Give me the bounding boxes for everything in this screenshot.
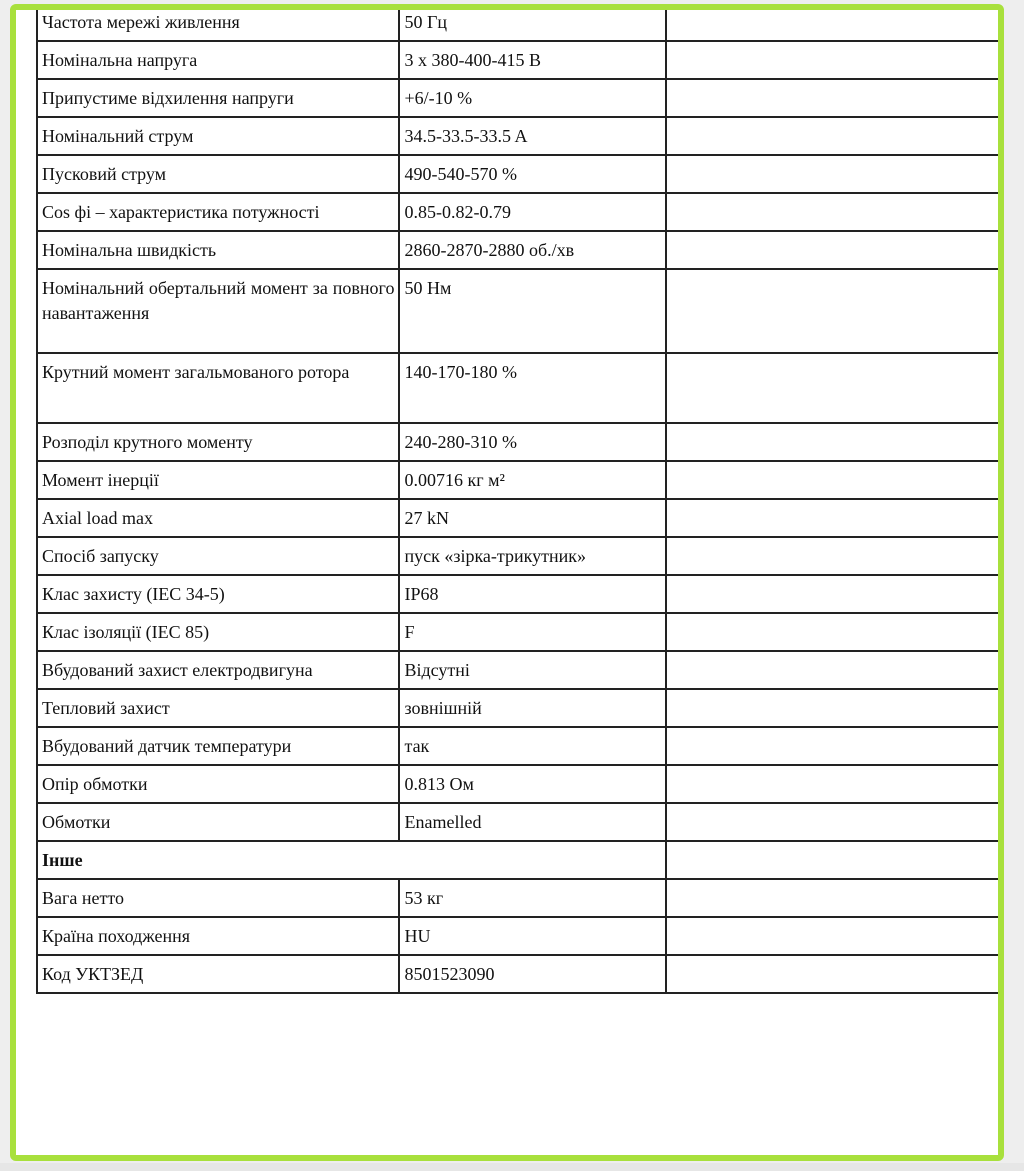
row-extra [666, 689, 1004, 727]
row-extra [666, 499, 1004, 537]
row-extra [666, 117, 1004, 155]
row-label: Cos фі – характеристика потужності [37, 193, 399, 231]
table-row [37, 765, 1004, 803]
row-value: 34.5-33.5-33.5 A [399, 117, 665, 155]
table-row [37, 41, 1004, 79]
row-extra [666, 231, 1004, 269]
row-value: пуск «зірка-трикутник» [399, 537, 665, 575]
row-extra [666, 879, 1004, 917]
table-row [37, 613, 1004, 651]
row-value: 240-280-310 % [399, 423, 665, 461]
row-label: Вбудований захист електродвигуна [37, 651, 399, 689]
table-row [37, 117, 1004, 155]
row-label: Номінальний обертальний момент за повного навантаження [37, 269, 399, 353]
row-label: Код УКТЗЕД [37, 955, 399, 993]
specifications-table [36, 4, 1004, 994]
row-label: Номінальний струм [37, 117, 399, 155]
row-label: Спосіб запуску [37, 537, 399, 575]
row-extra [666, 575, 1004, 613]
highlight-frame [10, 4, 1004, 1161]
row-label: Країна походження [37, 917, 399, 955]
row-label: Номінальна швидкість [37, 231, 399, 269]
row-label: Пусковий струм [37, 155, 399, 193]
table-row [37, 461, 1004, 499]
row-label: Обмотки [37, 803, 399, 841]
row-value: 53 кг [399, 879, 665, 917]
row-extra [666, 765, 1004, 803]
table-row [37, 879, 1004, 917]
page-bottom-edge [0, 1163, 1024, 1171]
row-extra [666, 155, 1004, 193]
row-extra [666, 841, 1004, 879]
row-extra [666, 269, 1004, 353]
row-label: Вбудований датчик температури [37, 727, 399, 765]
row-extra [666, 613, 1004, 651]
table-row [37, 155, 1004, 193]
table-row [37, 955, 1004, 993]
row-label: Опір обмотки [37, 765, 399, 803]
row-value: F [399, 613, 665, 651]
row-value: 8501523090 [399, 955, 665, 993]
table-row [37, 575, 1004, 613]
row-value: 50 Гц [399, 4, 665, 41]
row-label: Вага нетто [37, 879, 399, 917]
row-value: IP68 [399, 575, 665, 613]
row-value: так [399, 727, 665, 765]
row-value: 0.00716 кг м² [399, 461, 665, 499]
table-row [37, 499, 1004, 537]
row-value: 27 kN [399, 499, 665, 537]
row-label: Клас захисту (IEC 34-5) [37, 575, 399, 613]
row-label: Розподіл крутного моменту [37, 423, 399, 461]
row-extra [666, 423, 1004, 461]
row-label: Крутний момент загальмованого ротора [37, 353, 399, 423]
row-value: зовнішній [399, 689, 665, 727]
row-value: 0.813 Ом [399, 765, 665, 803]
row-label: Частота мережі живлення [37, 4, 399, 41]
table-row [37, 4, 1004, 41]
row-label: Тепловий захист [37, 689, 399, 727]
table-row [37, 727, 1004, 765]
row-label: Номінальна напруга [37, 41, 399, 79]
row-extra [666, 727, 1004, 765]
row-extra [666, 461, 1004, 499]
row-label: Axial load max [37, 499, 399, 537]
row-value: Відсутні [399, 651, 665, 689]
row-value: 490-540-570 % [399, 155, 665, 193]
table-row [37, 79, 1004, 117]
row-value: 2860-2870-2880 об./хв [399, 231, 665, 269]
row-value: 50 Нм [399, 269, 665, 353]
table-row [37, 193, 1004, 231]
row-extra [666, 803, 1004, 841]
row-value: 3 x 380-400-415 В [399, 41, 665, 79]
row-extra [666, 537, 1004, 575]
section-heading: Інше [37, 841, 666, 879]
row-extra [666, 4, 1004, 41]
table-row [37, 353, 1004, 423]
row-label: Клас ізоляції (IEC 85) [37, 613, 399, 651]
table-row [37, 269, 1004, 353]
table-row [37, 689, 1004, 727]
section-row [37, 841, 1004, 879]
row-label: Момент інерції [37, 461, 399, 499]
table-row [37, 651, 1004, 689]
row-label: Припустиме відхилення напруги [37, 79, 399, 117]
table-row [37, 803, 1004, 841]
row-extra [666, 651, 1004, 689]
table-row [37, 917, 1004, 955]
row-value: 0.85-0.82-0.79 [399, 193, 665, 231]
table-row [37, 231, 1004, 269]
row-extra [666, 955, 1004, 993]
row-extra [666, 353, 1004, 423]
table-row [37, 537, 1004, 575]
row-extra [666, 41, 1004, 79]
row-extra [666, 193, 1004, 231]
table-row [37, 423, 1004, 461]
row-extra [666, 79, 1004, 117]
row-value: 140-170-180 % [399, 353, 665, 423]
row-value: Enamelled [399, 803, 665, 841]
row-extra [666, 917, 1004, 955]
document-page [16, 10, 998, 1155]
row-value: HU [399, 917, 665, 955]
row-value: +6/-10 % [399, 79, 665, 117]
